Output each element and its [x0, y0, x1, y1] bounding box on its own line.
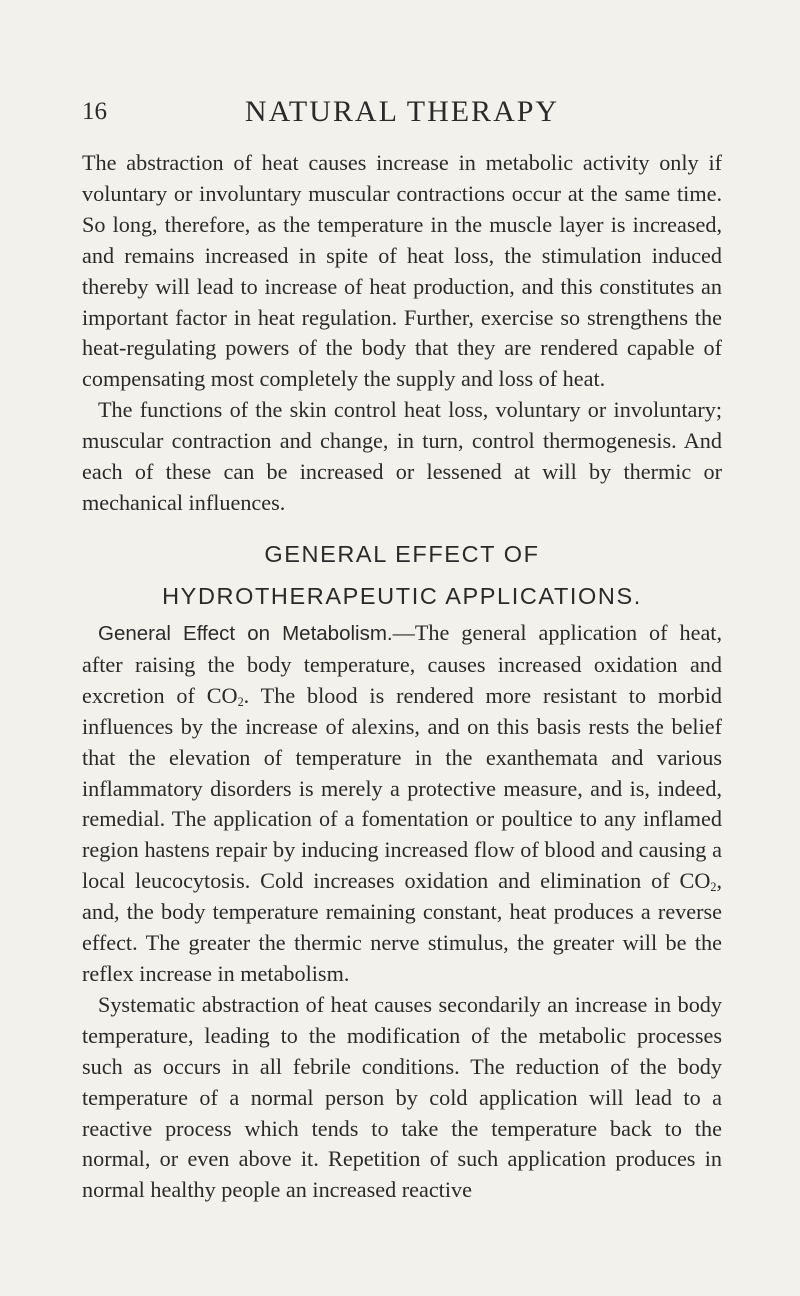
section-two-text	[82, 618, 722, 1206]
subscript-2: 2	[237, 694, 244, 709]
paragraph-skin-functions: The functions of the skin control heat loss, voluntary or involuntary; muscular contraction and change, in turn, control thermogenesis. And each of these can be increased or lessened at will by thermic or mechanical influences.	[82, 397, 722, 515]
page-number: 16	[82, 98, 107, 125]
paragraph-systematic-abstraction: Systematic abstraction of heat causes secondarily an increase in body temperature, leading to the modification of the metabolic processes such as occurs in all febrile conditions. The reduction of the body temperature of a normal person by cold application will lead to a reactive process which tends to take the temperature back to the normal, or even above it. Repetition of such application produces in normal healthy people an increased reactive	[82, 991, 722, 1203]
metabolism-text-part-2: . The blood is rendered more resistant to morbid influences by the increase of alexins, and on this basis rests the belief that the elevation of temperature in the exanthemata and various inflammatory disorders is merely a protective measure, and is, indeed, remedial. The application of a fomentation or poultice to any inflamed region hastens repair by inducing increased flow of blood and causing a local leucocytosis. Cold increases oxidation and elimination of CO	[82, 682, 722, 894]
paragraph-heat-abstraction: The abstraction of heat causes increase in metabolic activity only if voluntary or involuntary muscular contractions occur at the same time. So long, therefore, as the temperature in the muscle layer is increased, and remains increased in spite of heat loss, the stimulation induced thereby will lead to increase of heat production, and this constitutes an important factor in heat regulation. Further, exercise so strengthens the heat-regulating powers of the body that they are rendered capable of compensating most completely the supply and loss of heat.	[82, 150, 722, 392]
running-title: NATURAL THERAPY	[244, 95, 560, 128]
section-heading-line-2: HYDROTHERAPEUTIC APPLICATIONS.	[162, 583, 642, 609]
section-one-text	[82, 148, 722, 519]
running-head	[82, 92, 722, 132]
run-in-heading: General Effect on Metabolism.	[98, 622, 393, 645]
section-heading-line-1: GENERAL EFFECT OF	[264, 541, 540, 567]
metabolism-text-part-3: , and, the body temperature remaining constant, heat produces a reverse effect. The greater the thermic nerve stimulus, the greater will be the reflex increase in metabolism.	[82, 868, 722, 986]
subscript-2: 2	[710, 880, 717, 895]
paragraph-metabolism	[82, 618, 722, 990]
metabolism-text-part-1: —The general application of heat, after raising the body temperature, causes increased oxidation and excretion of CO	[82, 620, 722, 708]
